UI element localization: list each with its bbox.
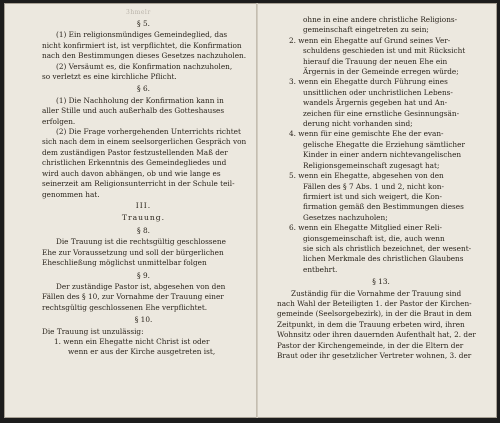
text-line: (2) Versäumt es, die Konfirmation nachzuholen, [56, 61, 233, 71]
text-line: derung nicht vorhanden sind; [303, 119, 413, 129]
text-line: Die Trauung ist unzulässig: [42, 326, 144, 336]
text-line: aller Stille und auch außerhalb des Gotteshauses [42, 106, 225, 116]
text-line: (1) Ein religionsmündiges Gemeindeglied, das [56, 30, 228, 40]
text-line: seinerzeit am Religionsunterricht in der Schule teil- [42, 179, 235, 189]
text-line: 6. wenn ein Ehegatte Mitglied einer Reli- [289, 223, 442, 233]
text-line: gemeinschaft eingetreten zu sein; [303, 25, 429, 35]
text-line: (2) Die Frage vorhergehenden Unterrichts richtet [56, 127, 241, 137]
text-line: Religionsgemeinschaft zugesagt hat; [303, 160, 440, 170]
section-heading: § 6. [137, 84, 150, 94]
text-line: christlichen Erkenntnis des Gemeindegliedes und [42, 158, 227, 168]
text-line: 3. wenn ein Ehegatte durch Führung eines [289, 77, 448, 87]
document-spread [4, 3, 497, 418]
text-line: (1) Die Nachholung der Konfirmation kann in [56, 95, 224, 105]
text-line: sie sich als christlich bezeichnet, der wesent- [303, 243, 472, 253]
section-heading: § 8. [137, 225, 150, 235]
text-line: gionsgemeinschaft ist, die, auch wenn [303, 233, 445, 243]
text-line: genommen hat. [42, 189, 100, 199]
text-line: Zuständig für die Vornahme der Trauung sind [291, 288, 462, 298]
text-line: Pastor der Kirchengemeinde, in der die Eltern der [277, 340, 464, 350]
text-line: so verletzt es eine kirchliche Pflicht. [42, 72, 177, 82]
text-line: entbehrt. [303, 264, 338, 274]
section-heading: § 5. [137, 19, 150, 28]
left-page [4, 3, 257, 418]
text-line: gemeinde (Seelsorgebezirk), in der die Braut in dem [277, 309, 472, 319]
section-heading: § 9. [137, 270, 150, 280]
text-line: nach Wahl der Beteiligten 1. der Pastor der Kirchen- [277, 298, 472, 308]
text-line: Der zuständige Pastor ist, abgesehen von den [56, 281, 226, 291]
text-line: 4. wenn für eine gemischte Ehe der evan- [289, 129, 444, 139]
text-line: Braut oder ihr gesetzlicher Vertreter wohnen, 3. der [277, 351, 472, 360]
text-line: schuldens geschieden ist und mit Rücksicht [303, 46, 466, 56]
text-line: nicht konfirmiert ist, ist verpflichtet, die Konfirmation [42, 40, 242, 50]
text-line: lichen Merkmale des christlichen Glaubens [303, 254, 464, 264]
text-line: firmiert ist und sich weigert, die Kon- [303, 191, 442, 201]
text-line: Ärgernis in der Gemeinde erregen würde; [303, 67, 459, 77]
text-line: wird auch davon abhängen, ob und wie lange es [42, 168, 221, 178]
text-line: Fällen des § 10, zur Vornahme der Trauung einer [42, 292, 224, 302]
text-line: gelische Ehegatte die Erziehung sämtlicher [303, 139, 465, 149]
text-line: Eheschließung möglichst unmittelbar folgen [42, 258, 207, 268]
text-line: Wohnsitz oder ihren dauernden Aufenthalt hat, 2. der [277, 330, 476, 340]
text-line: nach den Bestimmungen dieses Gesetzes nachzuholen. [42, 51, 247, 61]
text-line: erfolgen. [42, 116, 76, 126]
chapter-heading: Trauung. [121, 212, 166, 222]
text-line: Die Trauung ist die rechtsgültig geschlossene [56, 237, 226, 247]
text-line: wandels Ärgernis gegeben hat und An- [303, 98, 448, 108]
faded-stamp: 3hmelr [126, 9, 151, 16]
section-heading: § 10. [134, 315, 153, 325]
text-line: firmation gemäß den Bestimmungen dieses [303, 202, 464, 212]
text-line: sich nach dem in einem seelsorgerlichen Gespräch von [42, 137, 247, 147]
text-line: Gesetzes nachzuholen; [303, 212, 388, 222]
right-page [257, 3, 497, 418]
text-line: ohne in eine andere christliche Religions- [303, 15, 458, 24]
text-line: zeichen für eine ernstliche Gesinnungsän- [303, 108, 460, 118]
text-line: dem zuständigen Pastor festzustellenden Maß der [42, 147, 228, 157]
section-heading: § 13. [372, 277, 390, 287]
text-line: rechtsgültig geschlossenen Ehe verpflichtet. [42, 302, 208, 312]
text-line: Zeitpunkt, in dem die Trauung erbeten wird, ihren [277, 319, 465, 329]
text-line: wenn er aus der Kirche ausgetreten ist, [68, 347, 216, 357]
text-line: Kinder in einer andern nichtevangelischen [303, 150, 462, 160]
chapter-heading: III. [135, 200, 152, 210]
text-line: Ehe zur Voraussetzung und soll der bürgerlichen [42, 247, 224, 257]
text-line: hierauf die Trauung der neuen Ehe ein [303, 56, 448, 66]
text-line: 2. wenn ein Ehegatte auf Grund seines Ver- [289, 35, 451, 45]
text-line: unsittlichen oder unchristlichen Lebens- [303, 87, 453, 97]
text-line: 1. wenn ein Ehegatte nicht Christ ist oder [54, 336, 210, 346]
text-line: Fällen des § 7 Abs. 1 und 2, nicht kon- [303, 181, 444, 191]
text-line: 5. wenn ein Ehegatte, abgesehen von den [289, 171, 444, 181]
